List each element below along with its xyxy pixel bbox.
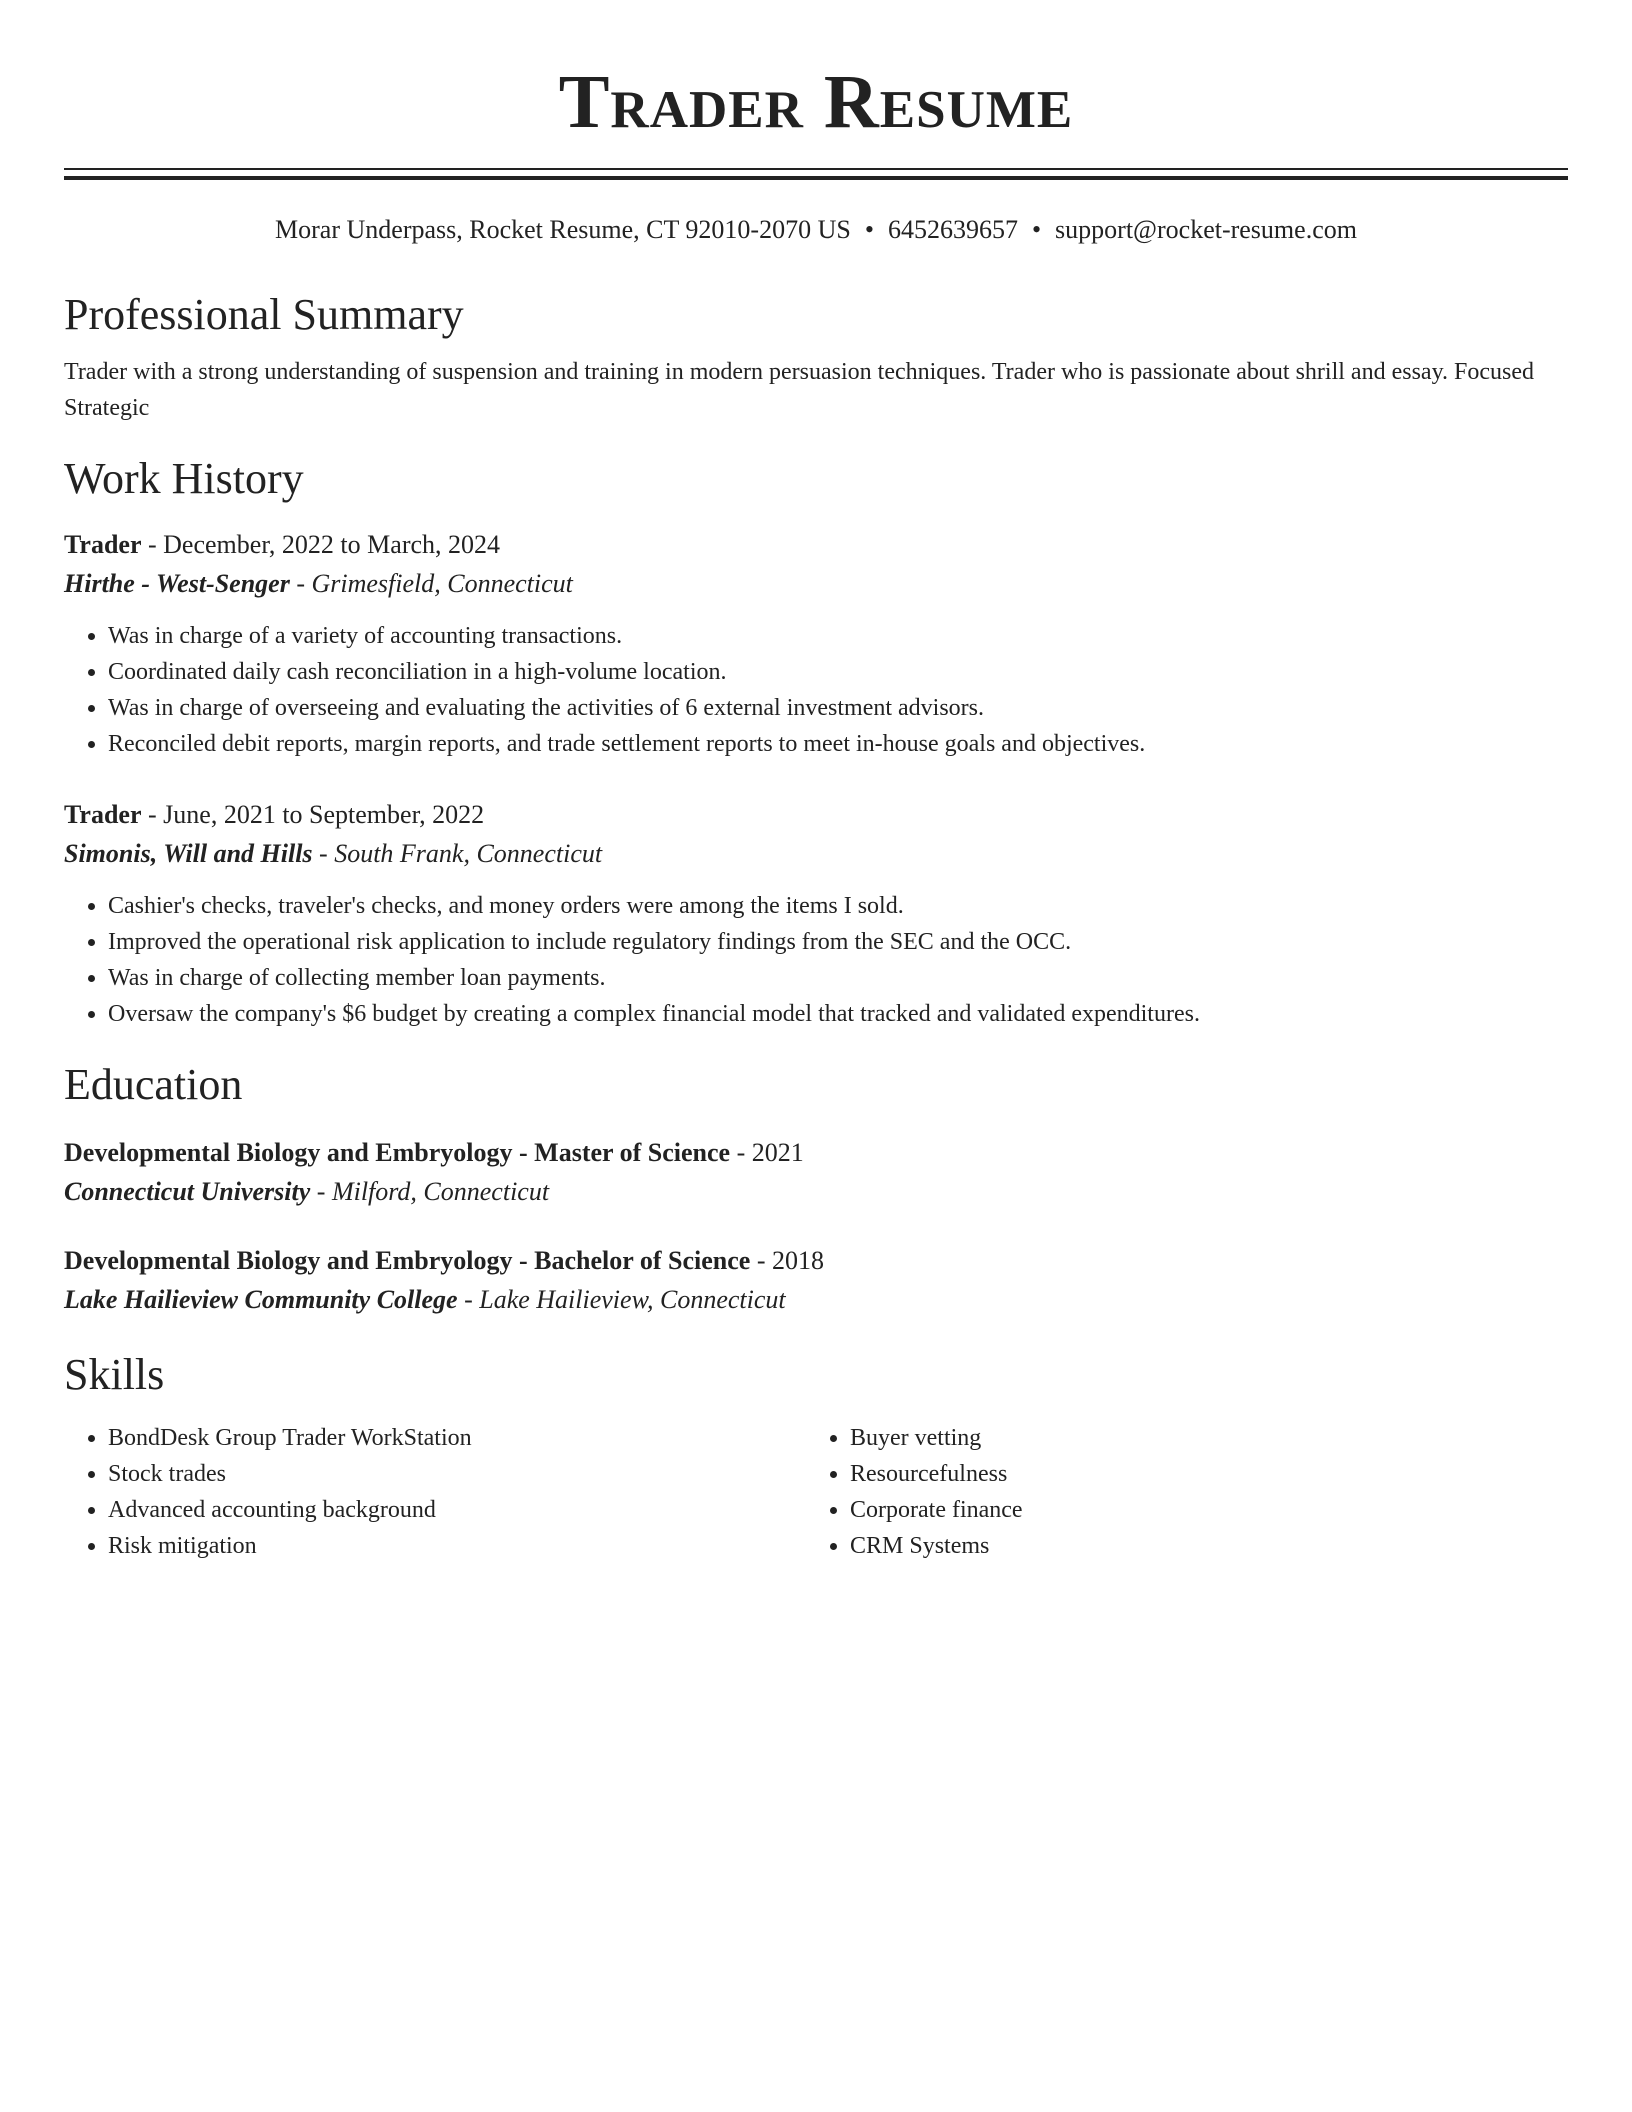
job-dates: - December, 2022 to March, 2024 [148,530,501,559]
contact-phone: 6452639657 [887,215,1018,244]
education-degree: Developmental Biology and Embryology - Bachelor of Science [64,1246,751,1275]
education-entry [64,1242,1568,1320]
job-bullet: • Cashier's checks, traveler's checks, and money orders were among the items I sold. [108,888,1568,924]
job-company: Simonis, Will and Hills [64,839,313,868]
contact-separator: • [864,215,874,244]
job-company: Hirthe - West-Senger [64,569,290,598]
job-title-line [64,796,1568,834]
work-history-heading: Work History [64,454,304,503]
skill-item: • Advanced accounting background [108,1492,806,1528]
education-school: Connecticut University [64,1177,311,1206]
job-bullet: • Coordinated daily cash reconciliation in a high-volume location. [108,654,1568,690]
job-company-line [64,564,1568,604]
education-degree-line [64,1242,1568,1280]
job-entry [64,796,1568,1032]
job-bullets [64,618,1568,762]
skills-column-left [64,1420,806,1564]
job-title: Trader [64,530,142,559]
summary-heading: Professional Summary [64,290,464,339]
job-bullet: • Reconciled debit reports, margin reports, and trade settlement reports to meet in-house goals and objectives. [108,726,1568,762]
skill-item: • Risk mitigation [108,1528,806,1564]
contact-line [64,214,1568,246]
education-year: - 2021 [736,1138,804,1167]
job-bullet: • Was in charge of a variety of accounting transactions. [108,618,1568,654]
job-title: Trader [64,800,142,829]
job-location: - Grimesfield, Connecticut [296,569,573,598]
education-degree-line [64,1134,1568,1172]
skill-item: • CRM Systems [850,1528,1548,1564]
job-dates: - June, 2021 to September, 2022 [148,800,485,829]
skills-list [64,1420,1568,1564]
education-school-line [64,1280,1568,1320]
job-entry [64,526,1568,762]
job-bullet: • Was in charge of overseeing and evaluating the activities of 6 external investment advisors. [108,690,1568,726]
education-heading: Education [64,1060,243,1109]
job-company-line [64,834,1568,874]
skill-item: • Resourcefulness [850,1456,1548,1492]
education-entry [64,1134,1568,1212]
contact-address: Morar Underpass, Rocket Resume, CT 92010-2070 US [275,215,851,244]
education-school-line [64,1172,1568,1212]
title-divider-thick [64,176,1568,180]
education-location: - Milford, Connecticut [316,1177,550,1206]
skills-column-right [806,1420,1548,1564]
contact-email: support@rocket-resume.com [1055,215,1357,244]
skill-item: • BondDesk Group Trader WorkStation [108,1420,806,1456]
summary-text: Trader with a strong understanding of suspension and training in modern persuasion techniques. Trader who is passionate about shrill and essay. Focused Strategic [64,359,1534,421]
skill-item: • Stock trades [108,1456,806,1492]
education-school: Lake Hailieview Community College [64,1285,458,1314]
job-bullet: • Oversaw the company's $6 budget by creating a complex financial model that tracked and validated expenditures. [108,996,1568,1032]
resume-title: Trader Resume [558,60,1074,144]
job-bullets [64,888,1568,1032]
education-location: - Lake Hailieview, Connecticut [464,1285,786,1314]
job-bullet: • Improved the operational risk application to include regulatory findings from the SEC and the OCC. [108,924,1568,960]
title-divider-thin [64,168,1568,170]
job-location: - South Frank, Connecticut [319,839,603,868]
education-year: - 2018 [756,1246,824,1275]
job-title-line [64,526,1568,564]
job-bullet: • Was in charge of collecting member loan payments. [108,960,1568,996]
skills-heading: Skills [64,1350,165,1399]
education-degree: Developmental Biology and Embryology - Master of Science [64,1138,731,1167]
contact-separator: • [1031,215,1042,244]
skill-item: • Corporate finance [850,1492,1548,1528]
skill-item: • Buyer vetting [850,1420,1548,1456]
